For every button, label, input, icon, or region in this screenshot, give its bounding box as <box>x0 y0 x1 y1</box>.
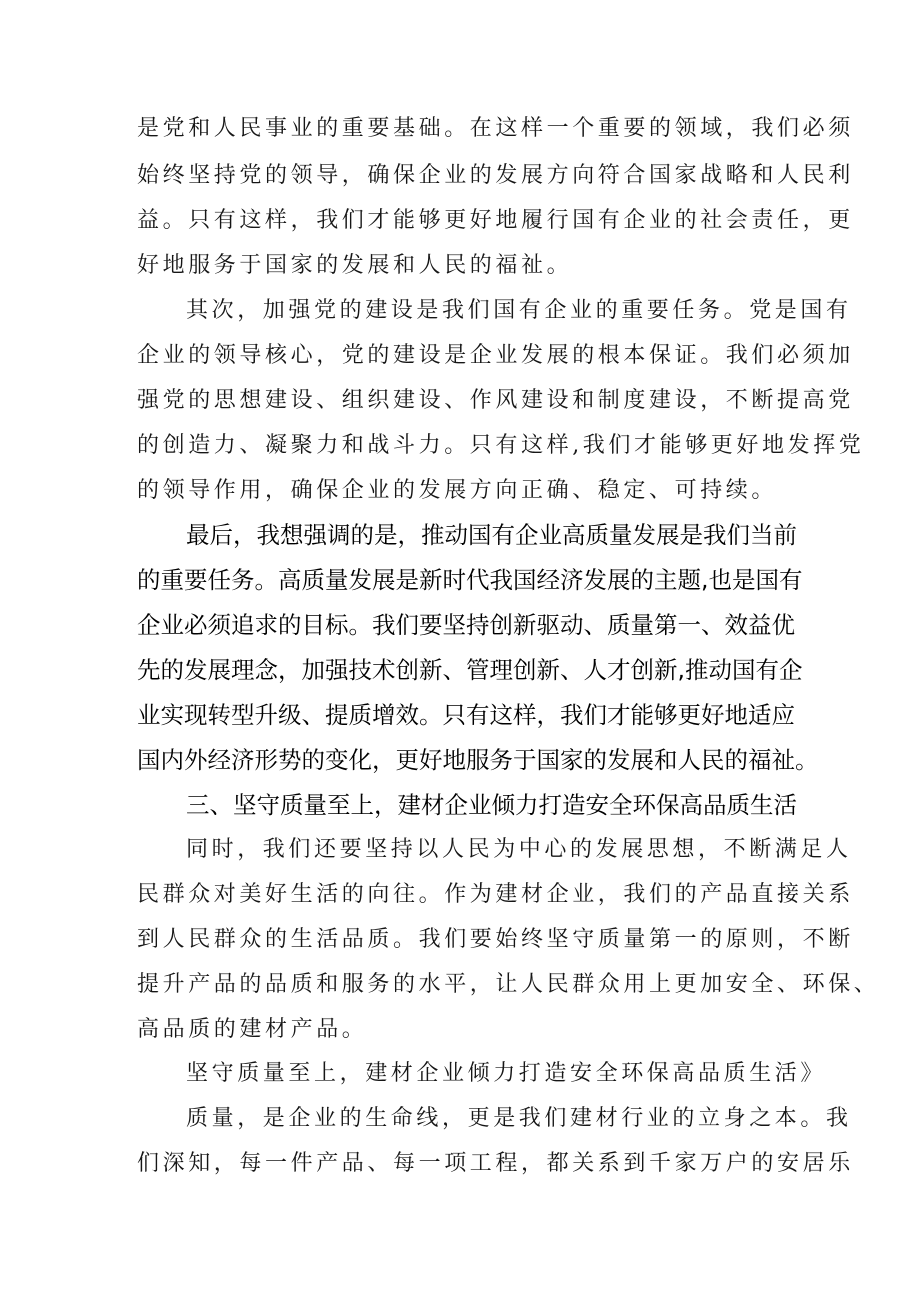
paragraph-line: 是党和人民事业的重要基础。在这样一个重要的领域，我们必须 <box>137 116 854 141</box>
paragraph-line: 业实现转型升级、提质增效。只有这样，我们才能够更好地适应 <box>137 701 795 729</box>
paragraph-line: 民群众对美好生活的向往。作为建材企业，我们的产品直接关系 <box>137 882 854 907</box>
paragraph-line: 的创造力、凝聚力和战斗力。只有这样,我们才能够更好地发挥党 <box>137 433 865 458</box>
paragraph-line: 先的发展理念，加强技术创新、管理创新、人才创新,推动国有企 <box>137 656 803 684</box>
paragraph-line: 其次，加强党的建设是我们国有企业的重要任务。党是国有 <box>186 298 852 323</box>
paragraph-line: 始终坚持党的领导，确保企业的发展方向符合国家战略和人民利 <box>137 163 854 188</box>
paragraph-line: 国内外经济形势的变化，更好地服务于国家的发展和人民的福祉。 <box>137 746 819 774</box>
paragraph-line: 质量，是企业的生命线，更是我们建材行业的立身之本。我 <box>186 1106 852 1131</box>
paragraph-line: 同时，我们还要坚持以人民为中心的发展思想，不断满足人 <box>186 837 852 862</box>
paragraph-line: 的领导作用，确保企业的发展方向正确、稳定、可持续。 <box>137 478 778 503</box>
paragraph-line: 好地服务于国家的发展和人民的福祉。 <box>137 253 573 278</box>
paragraph-line: 企业的领导核心，党的建设是企业发展的根本保证。我们必须加 <box>137 343 854 368</box>
section-heading: 三、坚守质量至上，建材企业倾力打造安全环保高品质生活 <box>186 791 797 819</box>
paragraph-line: 高品质的建材产品。 <box>137 1017 368 1042</box>
paragraph-line: 的重要任务。高质量发展是新时代我国经济发展的主题,也是国有 <box>137 566 803 594</box>
paragraph-line: 益。只有这样，我们才能够更好地履行国有企业的社会责任，更 <box>137 208 854 233</box>
paragraph-line: 企业必须追求的目标。我们要坚持创新驱动、质量第一、效益优 <box>137 611 795 639</box>
paragraph-line: 最后，我想强调的是，推动国有企业高质量发展是我们当前 <box>186 521 797 549</box>
paragraph-line: 到人民群众的生活品质。我们要始终坚守质量第一的原则，不断 <box>137 927 854 952</box>
paragraph-line: 提升产品的品质和服务的水平，让人民群众用上更加安全、环保、 <box>137 972 880 997</box>
paragraph-line: 强党的思想建设、组织建设、作风建设和制度建设，不断提高党 <box>137 388 854 413</box>
paragraph-line: 们深知，每一件产品、每一项工程，都关系到千家万户的安居乐 <box>137 1151 854 1176</box>
paragraph-line: 坚守质量至上，建材企业倾力打造安全环保高品质生活》 <box>186 1061 827 1086</box>
